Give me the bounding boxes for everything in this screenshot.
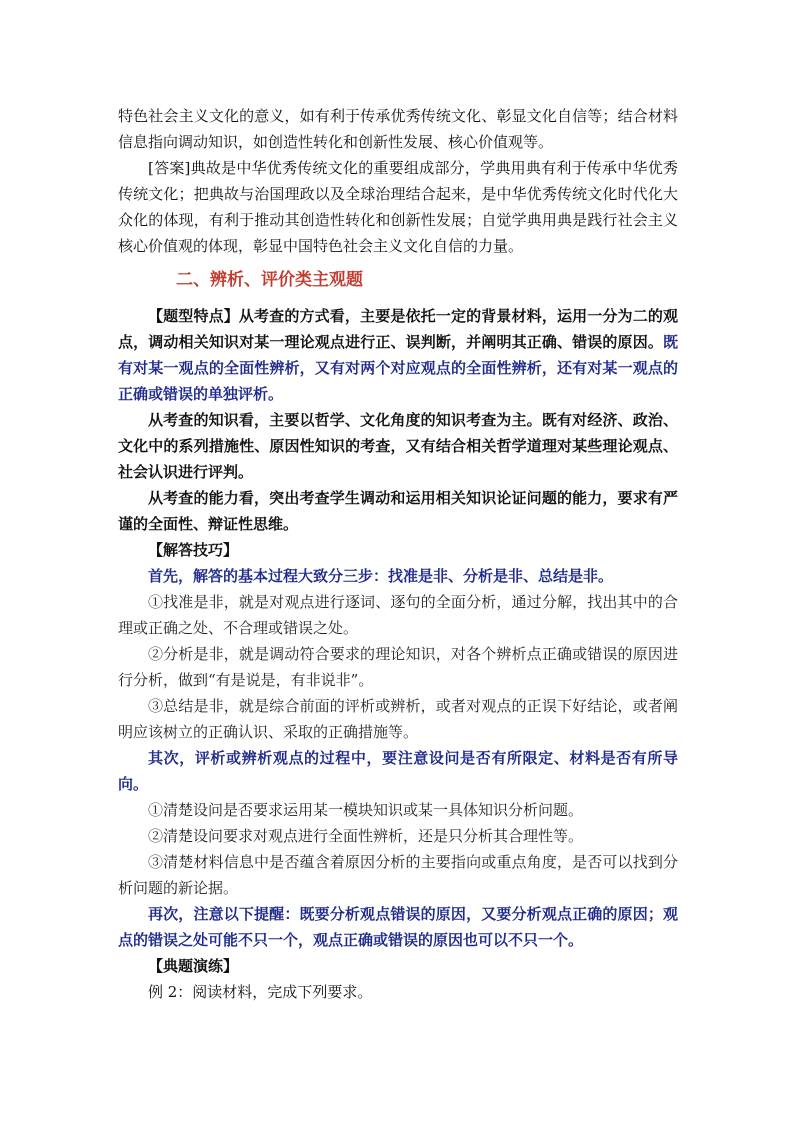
first-step-summary: 首先，解答的基本过程大致分三步：找准是非、分析是非、总结是非。: [148, 567, 614, 585]
practice-label: 【典题演练】: [148, 957, 239, 975]
third-summary: 再次，注意以下提醒：既要分析观点错误的原因，又要分析观点正确的原因；观点的错误之处可能不只一个，观点正确或错误的原因也可以不只一个。: [118, 905, 678, 949]
step-1: ①找准是非，就是对观点进行逐词、逐句的全面分析，通过分解，找出其中的合理或正确之处、不合理或错误之处。: [118, 593, 678, 637]
knowledge-paragraph: 从考查的知识看，主要以哲学、文化角度的知识考查为主。既有对经济、政治、文化中的系列措施性、原因性知识的考查，又有结合相关哲学道理对某些理论观点、社会认识进行评判。: [118, 411, 678, 481]
section-title: 二、辨析、评价类主观题: [176, 270, 363, 290]
document-page: [118, 103, 678, 1005]
skills-label: 【解答技巧】: [148, 541, 239, 559]
intro-paragraph: 特色社会主义文化的意义，如有利于传承优秀传统文化、彰显文化自信等；结合材料信息指向调动知识，如创造性转化和创新性发展、核心价值观等。: [118, 107, 678, 151]
note-2: ②清楚设问要求对观点进行全面性辨析，还是只分析其合理性等。: [148, 827, 584, 845]
ability-paragraph: 从考查的能力看，突出考查学生调动和运用相关知识论证问题的能力，要求有严谨的全面性、辩证性思维。: [118, 489, 678, 533]
example-line: 例 2：阅读材料，完成下列要求。: [148, 983, 373, 1001]
step-3: ③总结是非，就是综合前面的评析或辨析，或者对观点的正误下好结论，或者阐明应该树立的正确认识、采取的正确措施等。: [118, 697, 678, 741]
step-2: ②分析是非，就是调动符合要求的理论知识，对各个辨析点正确或错误的原因进行分析，做到“有是说是，有非说非”。: [118, 645, 678, 689]
note-1: ①清楚设问是否要求运用某一模块知识或某一具体知识分析问题。: [148, 801, 584, 819]
features-label: 【题型特点】: [148, 307, 239, 325]
second-summary: 其次，评析或辨析观点的过程中，要注意设问是否有所限定、材料是否有所导向。: [118, 749, 678, 793]
note-3: ③清楚材料信息中是否蕴含着原因分析的主要指向或重点角度，是否可以找到分析问题的新论据。: [118, 853, 678, 897]
features-text-2: 既有对某一观点的全面性辨析，又有对两个对应观点的全面性辨析，还有对某一观点的正确或错误的单独评析。: [118, 333, 678, 403]
answer-paragraph: [答案]典故是中华优秀传统文化的重要组成部分，学典用典有利于传承中华优秀传统文化；把典故与治国理政以及全球治理结合起来，是中华优秀传统文化时代化大众化的体现，有利于推动其创造性转化和创新性发展；自觉学典用典是践行社会主义核心价值观的体现，彰显中国特色社会主义文化自信的力量。: [118, 159, 678, 255]
features-text-1: 从考查的方式看，主要是依托一定的背景材料，运用一分为二的观点，调动相关知识对某一理论观点进行正、误判断，并阐明其正确、错误的原因。: [118, 307, 678, 351]
features-paragraph: [118, 303, 678, 407]
